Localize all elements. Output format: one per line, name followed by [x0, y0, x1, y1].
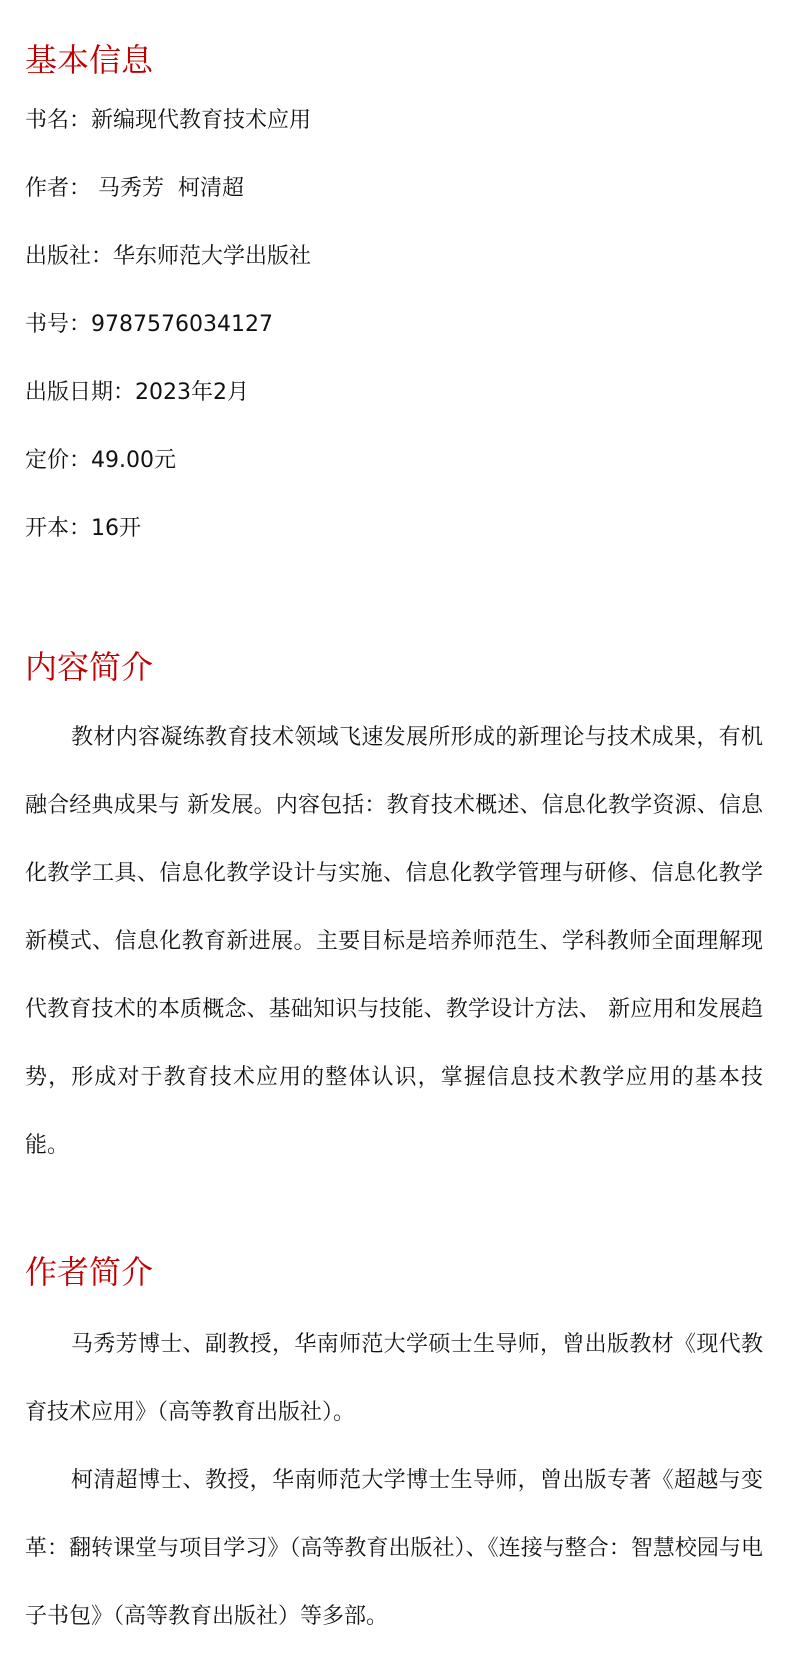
- info-item-isbn: [25, 309, 311, 377]
- info-label: 定价：: [25, 448, 92, 473]
- info-value: 9787576034127: [91, 312, 273, 337]
- info-item-publisher: [25, 241, 311, 309]
- info-value: 新编现代教育技术应用: [91, 108, 312, 133]
- info-label: 书号：: [25, 312, 92, 337]
- content-intro-paragraph: 教材内容凝练教育技术领域飞速发展所形成的新理论与技术成果，有机融合经典成果与 新发展。内容包括：教育技术概述、信息化教学资源、信息化教学工具、信息化教学设计与实施、信息化教学管理与研修、信息化教学新模式、信息化教育新进展。主要目标是培养师范生、学科教师全面理解现代教育技术的本质概念、基础知识与技能、教学设计方法、 新应用和发展趋势，形成对于教育技术应用的整体认识，掌握信息技术教学应用的基本技能。: [25, 725, 763, 1158]
- info-value: 49.00元: [91, 448, 176, 473]
- info-item-book-title: [25, 105, 311, 173]
- info-label: 出版日期：: [25, 380, 136, 405]
- author-intro-paragraph-ma: 马秀芳博士、副教授，华南师范大学硕士生导师，曾出版教材《现代教育技术应用》（高等教育出版社）。: [25, 1332, 763, 1425]
- info-item-price: [25, 445, 311, 513]
- info-value: 马秀芳 柯清超: [91, 176, 244, 201]
- author-intro-paragraph-ke: 柯清超博士、教授，华南师范大学博士生导师，曾出版专著《超越与变革：翻转课堂与项目学习》（高等教育出版社）、《连接与整合：智慧校园与电子书包》（高等教育出版社）等多部。: [25, 1468, 763, 1629]
- info-label: 书名：: [25, 108, 92, 133]
- info-value: 2023年2月: [135, 380, 250, 405]
- basic-info-heading: 基本信息: [25, 41, 154, 79]
- info-label: 开本：: [25, 516, 92, 541]
- info-label: 作者：: [25, 176, 92, 201]
- info-item-author: [25, 173, 311, 241]
- author-intro-heading: 作者简介: [25, 1253, 154, 1291]
- info-item-format: [25, 513, 311, 581]
- info-label: 出版社：: [25, 244, 114, 269]
- content-intro-heading: 内容简介: [25, 648, 154, 686]
- info-value: 华东师范大学出版社: [113, 244, 312, 269]
- info-item-publish-date: [25, 377, 311, 445]
- basic-info-list: [25, 105, 311, 581]
- info-value: 16开: [91, 516, 142, 541]
